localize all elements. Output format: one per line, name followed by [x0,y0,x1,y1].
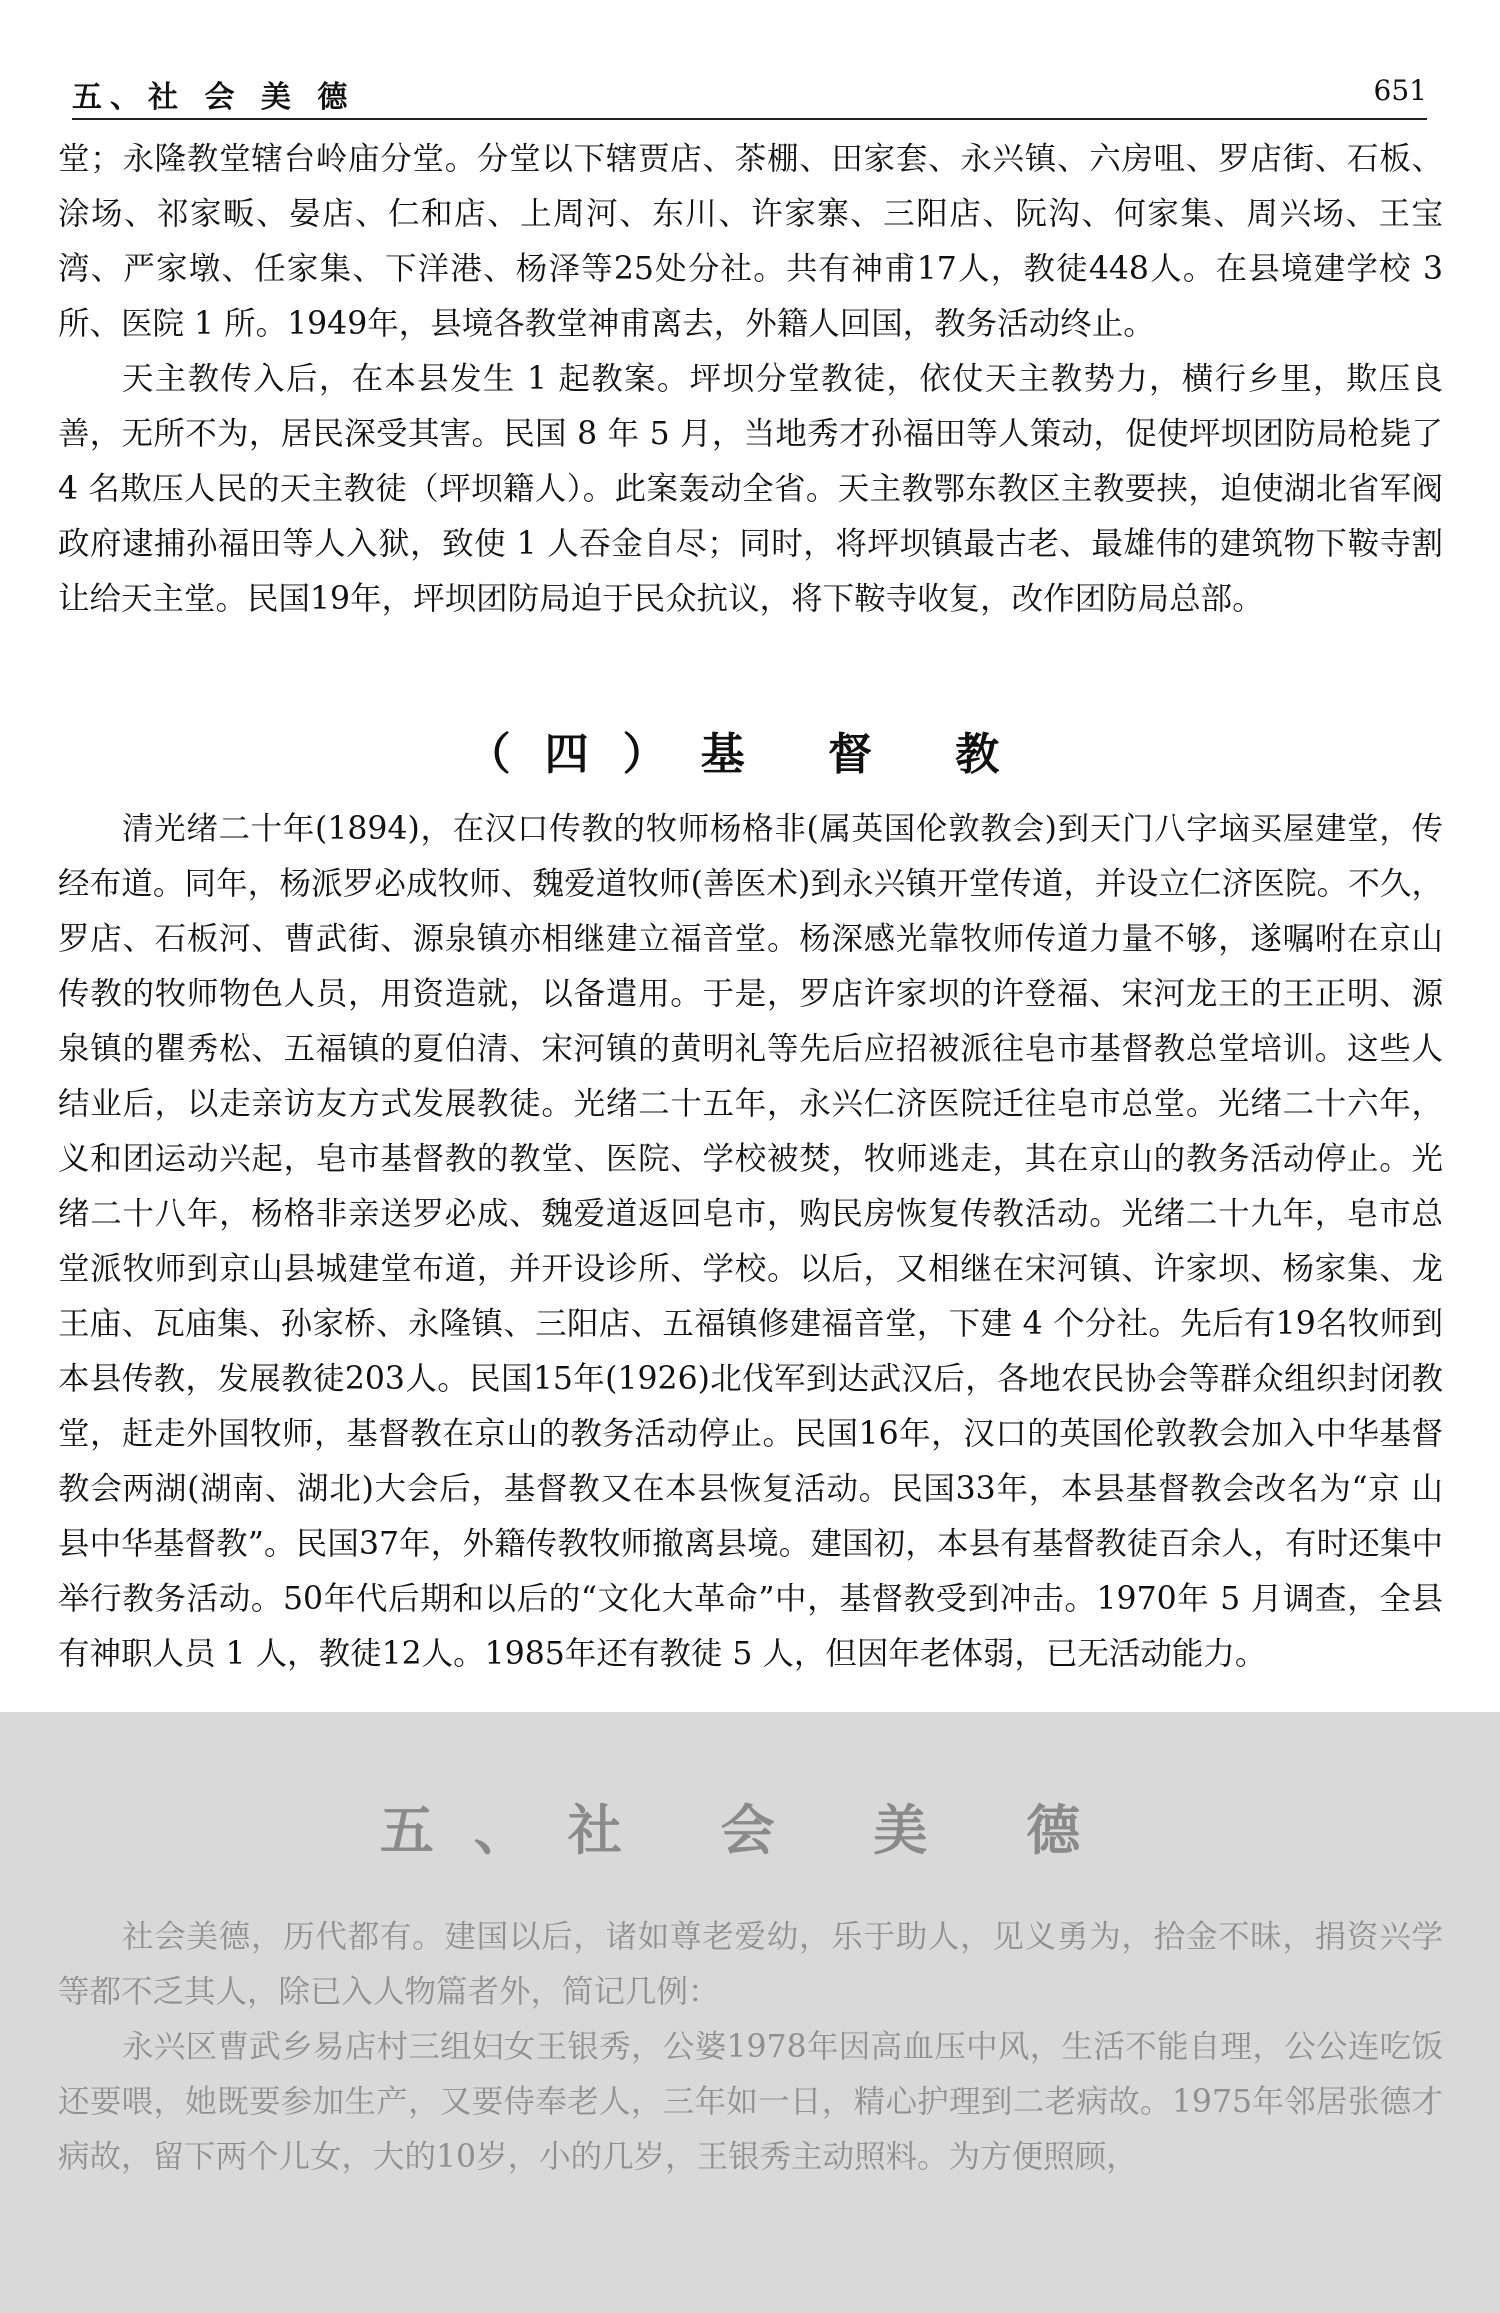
catholic-continuation-block [58,132,1443,627]
running-section-title: 五、社 会 美 德 [72,80,356,115]
section-title-social-virtues: 五、社 会 美 德 [379,1798,1121,1862]
paragraph-christianity: 清光绪二十年(1894)，在汉口传教的牧师杨格非(属英国伦敦教会)到天门八字垴买屋建堂，传经布道。同年，杨派罗必成牧师、魏爱道牧师(善医术)到永兴镇开堂传道，并设立仁济医院。不久，罗店、石板河、曹武街、源泉镇亦相继建立福音堂。杨深感光靠牧师传道力量不够，遂嘱咐在京山传教的牧师物色人员，用资造就，以备遣用。于是，罗店许家坝的许登福、宋河龙王的王正明、源泉镇的瞿秀松、五福镇的夏伯清、宋河镇的黄明礼等先后应招被派往皂市基督教总堂培训。这些人结业后，以走亲访友方式发展教徒。光绪二十五年，永兴仁济医院迁往皂市总堂。光绪二十六年，义和团运动兴起，皂市基督教的教堂、医院、学校被焚，牧师逃走，其在京山的教务活动停止。光绪二十八年，杨格非亲送罗必成、魏爱道返回皂市，购民房恢复传教活动。光绪二十九年，皂市总堂派牧师到京山县城建堂布道，并开设诊所、学校。以后，又相继在宋河镇、许家坝、杨家集、龙王庙、瓦庙集、孙家桥、永隆镇、三阳店、五福镇修建福音堂，下建 4 个分社。先后有19名牧师到本县传教，发展教徒203人。民国15年(1926)北伐军到达武汉后，各地农民协会等群众组织封闭教堂，赶走外国牧师，基督教在京山的教务活动停止。民国16年，汉口的英国伦敦教会加入中华基督教会两湖(湖南、湖北)大会后，基督教又在本县恢复活动。民国33年，本县基督教会改名为“京 山 县中华基督教”。民国37年，外籍传教牧师撤离县境。建国初，本县有基督教徒百余人，有时还集中举行教务活动。50年代后期和以后的“文化大革命”中，基督教受到冲击。1970年 5 月调查，全县有神职人员 1 人，教徒12人。1985年还有教徒 5 人，但因年老体弱，已无活动能力。 [58,811,1443,1672]
paragraph-virtues-intro: 社会美德，历代都有。建国以后，诸如尊老爱幼，乐于助人，见义勇为，拾金不昧，捐资兴学等都不乏其人，除已入人物篇者外，简记几例： [58,1919,1443,2010]
christianity-block [58,802,1443,1682]
paragraph-catholic-branches: 堂；永隆教堂辖台岭庙分堂。分堂以下辖贾店、茶棚、田家套、永兴镇、六房咀、罗店街、石板、涂场、祁家畈、晏店、仁和店、上周河、东川、许家寨、三阳店、阮沟、何家集、周兴场、王宝湾、严家墩、任家集、下洋港、杨泽等25处分社。共有神甫17人，教徒448人。在县境建学校 3 所、医院 1 所。1949年，县境各教堂神甫离去，外籍人回国，教务活动终止。 [58,141,1443,342]
page-header [72,68,1427,120]
paragraph-catholic-incident: 天主教传入后，在本县发生 1 起教案。坪坝分堂教徒，依仗天主教势力，横行乡里，欺压良善，无所不为，居民深受其害。民国 8 年 5 月，当地秀才孙福田等人策动，促使坪坝团防局枪毙了 4 名欺压人民的天主教徒（坪坝籍人）。此案轰动全省。天主教鄂东教区主教要挟，迫使湖北省军阀政府逮捕孙福田等人入狱，致使 1 人吞金自尽；同时，将坪坝镇最古老、最雄伟的建筑物下鞍寺割让给天主堂。民国19年，坪坝团防局迫于民众抗议，将下鞍寺收复，改作团防局总部。 [58,361,1443,617]
page-number: 651 [1373,74,1427,107]
section-title-christianity: （四）基 督 教 [466,729,1034,780]
social-virtues-block [58,1910,1443,2185]
paragraph-virtues-example: 永兴区曹武乡易店村三组妇女王银秀，公婆1978年因高血压中风，生活不能自理，公公连吃饭还要喂，她既要参加生产，又要侍奉老人，三年如一日，精心护理到二老病故。1975年邻居张德才病故，留下两个儿女，大的10岁，小的几岁，王银秀主动照料。为方便照顾， [58,2029,1443,2175]
